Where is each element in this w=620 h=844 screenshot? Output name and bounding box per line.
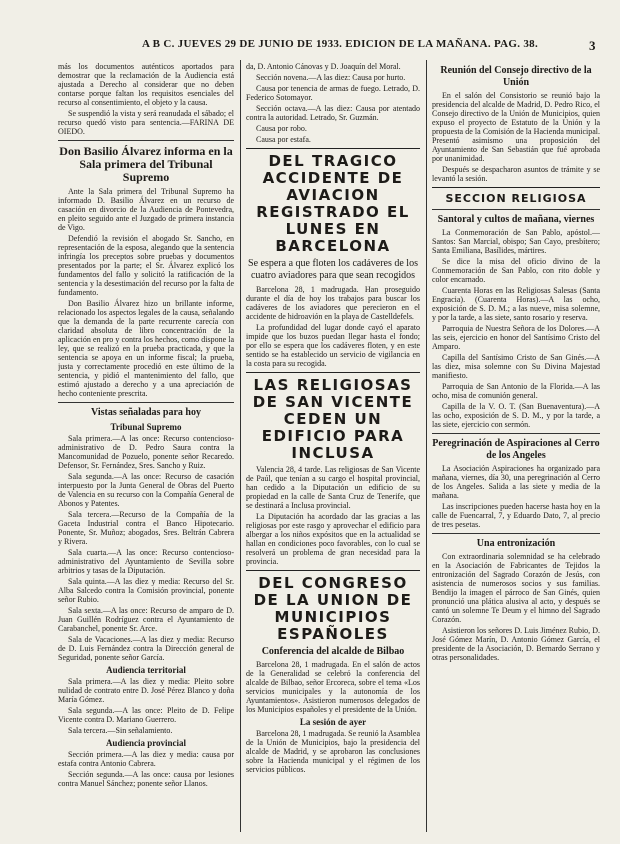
paragraph: Sala segunda.—A las once: Recurso de casación interpuesto por la Junta General de Obras del Puerto de Valencia en su recurso con la Compañía General de Abonos y Patentes. xyxy=(58,472,234,508)
subhead-territorial: Audiencia territorial xyxy=(106,665,186,675)
paragraph: Parroquia de Nuestra Señora de los Dolores.—A las seis, ejercicio en honor del Santísimo Cristo del Amparo. xyxy=(432,324,600,351)
paragraph: Valencia 28, 4 tarde. Las religiosas de San Vicente de Paúl, que tenían a su cargo el hospital provincial, han cedido a la Diputación un edificio de su propiedad en la calle de Santa Cruz de Tenerife, que se destinará a Inclusa provincial. xyxy=(246,465,420,510)
paragraph: Sala tercera.—Sin señalamiento. xyxy=(68,726,173,735)
paragraph: Barcelona 28, 1 madrugada. En el salón de actos de la Generalidad se celebró la conferencia del alcalde de Bilbao, señor Ercoreca, sobre el tema «Los servicios municipales y la autonomía de los Ayuntamientos». Asistieron numerosos delegados de los Municipios españoles y el presidente de la Unión. xyxy=(246,660,420,714)
paragraph: Se suspendió la vista y será reanudada el sábado; el recurso quedó visto para sentencia.—FARINA DE OIEDO. xyxy=(58,109,234,136)
divider xyxy=(246,148,420,149)
page-number: 3 xyxy=(589,38,596,53)
divider xyxy=(432,433,600,434)
subhead-conferencia: Conferencia del alcalde de Bilbao xyxy=(261,646,405,657)
headline-peregrinacion: Peregrinación de Aspiraciones al Cerro de los Angeles xyxy=(432,438,600,461)
divider xyxy=(58,140,234,141)
subhead-sesion: La sesión de ayer xyxy=(299,717,367,727)
subhead-provincial: Audiencia provincial xyxy=(105,738,187,748)
column-rule-left xyxy=(240,60,241,832)
paragraph: Cuarenta Horas en las Religiosas Salesas (Santa Engracia). (Cuarenta Horas).—A las ocho, exposición de S. D. M.; a las nueve, misa solemne, y por la tarde, a las siete, santo rosario y reserva. xyxy=(432,286,600,322)
paragraph: Ante la Sala primera del Tribunal Supremo ha informado D. Basilio Álvarez en un recurso de casación en divorcio de la Audiencia de Pontevedra, en pleito seguido ante el Juzgado de primera instancia de Vigo. xyxy=(58,187,234,232)
paragraph: Capilla de la V. O. T. (San Buenaventura).—A las ocho, exposición de S. D. M., y por la tarde, a las siete, ejercicio con sermón. xyxy=(432,402,600,429)
paragraph: Después se despacharon asuntos de trámite y se levantó la sesión. xyxy=(432,165,600,183)
headline-entronizacion: Una entronización xyxy=(476,538,556,549)
paragraph: más los documentos auténticos aportados para demostrar que la reclamación de la Audiencia está ajustada a Derecho al considerar que no deben contarse porque faltan los requisitos esenciales del recurso al consentimiento, el objeto y la causa. xyxy=(58,62,234,107)
column-rule-right xyxy=(426,60,427,832)
paragraph: Parroquia de San Antonio de la Florida.—A las ocho, misa de comunión general. xyxy=(432,382,600,400)
headline-tragico: DEL TRAGICO ACCIDENTE DE AVIACION REGISTRADO EL LUNES EN BARCELONA xyxy=(256,152,410,255)
divider xyxy=(432,209,600,210)
paragraph: Barcelona 28, 1 madrugada. Se reunió la Asamblea de la Unión de Municipios, bajo la presidencia del alcalde de Madrid, y se aprobaron las conclusiones sobre la Hacienda municipal y el régimen de los servicios públicos. xyxy=(246,729,420,774)
column-middle xyxy=(246,62,420,834)
paragraph: Sección octava.—A las diez: Causa por atentado contra la autoridad. Letrado, Sr. Guzmán. xyxy=(246,104,420,122)
paragraph: Sección primera.—A las diez y media: causa por estafa contra Antonio Cabrera. xyxy=(58,750,234,768)
divider xyxy=(58,402,234,403)
paragraph: Causa por robo. xyxy=(256,124,307,133)
paragraph: La Asociación Aspiraciones ha organizado para mañana, viernes, día 30, una peregrinación al Cerro de los Angeles. Salida a las siete y media de la mañana. xyxy=(432,464,600,500)
column-left xyxy=(58,62,234,834)
paragraph: Sección novena.—A las diez: Causa por hurto. xyxy=(256,73,406,82)
paragraph: Sala quinta.—A las diez y media: Recurso del Sr. Alba Salcedo contra la Comisión provincial, ponente señor Rubio. xyxy=(58,577,234,604)
paragraph: da, D. Antonio Cánovas y D. Joaquín del Moral. xyxy=(246,62,401,71)
divider xyxy=(432,533,600,534)
paragraph: Barcelona 28, 1 madrugada. Han proseguido durante el día de hoy los trabajos para buscar los cadáveres de los aviadores que perecieron en el accidente de hidroavión en la playa de Castelldefels. xyxy=(246,285,420,321)
paragraph: Defendió la revisión el abogado Sr. Sancho, en representación de la esposa, alegando que la sentencia infringía los preceptos sobre pruebas y documentos presentados por la parte; el Sr. Álvarez explicó los fundamentos del fallo y solicitó la ratificación de la sentencia y la desestimación del recurso por la falta de fundamento. xyxy=(58,234,234,297)
paragraph: Sala sexta.—A las once: Recurso de amparo de D. Juan Guillén Rodríguez contra el Ayuntamiento de Carabanchel, ponente Sr. Arce. xyxy=(58,606,234,633)
paragraph: Sala cuarta.—A las once: Recurso contencioso-administrativo del Ayuntamiento de Sevilla sobre arbitrios y tasas de la Diputación. xyxy=(58,548,234,575)
paragraph: En el salón del Consistorio se reunió bajo la presidencia del alcalde de Madrid, D. Pedro Rico, el Consejo directivo de la Unión de Municipios, quien expuso el proyecto de Estatuto de la Unión y la propuesta de la Comisión de la Hacienda municipal. Presentó asimismo una proposición del Ayuntamiento de San Sebastián que fué aprobada por unanimidad. xyxy=(432,91,600,163)
paragraph: Sala primera.—A las diez y media: Pleito sobre nulidad de contrato entre D. José Pérez Blanco y doña María Gómez. xyxy=(58,677,234,704)
paragraph: Causa por tenencia de armas de fuego. Letrado, D. Federico Sotomayor. xyxy=(246,84,420,102)
paragraph: La Diputación ha acordado dar las gracias a las religiosas por este rasgo y aprovechar el edificio para albergar a los niños expósitos que en la actualidad se hallan en condiciones poco favorables, con lo cual se resolverá un problema de gran necesidad para la provincia. xyxy=(246,512,420,566)
headline-alvarez: Don Basilio Álvarez informa en la Sala primera del Tribunal Supremo xyxy=(59,144,233,184)
divider xyxy=(246,570,420,571)
paragraph: Sala tercera.—Recurso de la Compañía de la Gaceta Industrial contra el Banco Hipotecario. Ponente, Sr. Muñoz; abogados, Sres. Beltrán Cabrera y Rivera. xyxy=(58,510,234,546)
headline-religiosas: LAS RELIGIOSAS DE SAN VICENTE CEDEN UN EDIFICIO PARA INCLUSA xyxy=(252,376,414,462)
paragraph: Sala de Vacaciones.—A las diez y media: Recurso de D. Luis Fernández contra la Dirección general de Seguridad, ponente señor García. xyxy=(58,635,234,662)
paragraph: Las inscripciones pueden hacerse hasta hoy en la calle de Fuencarral, 7, y Eduardo Dato, 7, al precio de tres pesetas. xyxy=(432,502,600,529)
paragraph: La Conmemoración de San Pablo, apóstol.—Santos: San Marcial, obispo; San Cayo, presbítero; Santa Emiliana, Basílides, mártires. xyxy=(432,228,600,255)
subhead-tragico: Se espera a que floten los cadáveres de los cuatro aviadores para que sean recogidos xyxy=(248,258,418,281)
column-right xyxy=(432,62,600,834)
paragraph: Sala segunda.—A las once: Pleito de D. Felipe Vicente contra D. Mariano Guerrero. xyxy=(58,706,234,724)
paragraph: Con extraordinaria solemnidad se ha celebrado en la Asociación de Fabricantes de Tejidos la entronización del Sagrado Corazón de Jesús, con asistencia de numerosos socios y sus familias. Bendijo la imagen el párroco de San Ginés, quien pronunció una plática alusiva al acto, y después se cantó un solemne Te Deum y el himno del Sagrado Corazón. xyxy=(432,552,600,624)
divider xyxy=(432,187,600,188)
paragraph: La profundidad del lugar donde cayó el aparato impide que los buzos puedan llegar hasta el fondo; por ello se espera que los cadáveres floten, y en este sentido se ha establecido un servicio de vigilancia en la costa para su recogida. xyxy=(246,323,420,368)
subhead-santoral: Santoral y cultos de mañana, viernes xyxy=(437,214,595,225)
paragraph: Se dice la misa del oficio divino de la Conmemoración de San Pablo, con rito doble y color encarnado. xyxy=(432,257,600,284)
subhead-supremo: Tribunal Supremo xyxy=(110,422,182,432)
paragraph: Capilla del Santísimo Cristo de San Ginés.—A las diez, misa solemne con Su Divina Majestad manifiesto. xyxy=(432,353,600,380)
paragraph: Don Basilio Álvarez hizo un brillante informe, relacionado los aspectos legales de la causa, señalando que la demanda de la parte recurrente carecía con claridad absoluta de libro concentración de la aplicación en pro y contra los hechos, como dispone la ley, que se realizó en la prueba practicada, y que la sentencia se apoya en un informe fiscal; la prueba, justa y correctamente procedió en este último de la sentencia, y pidió el mantenimiento del fallo, que estimó ajustado a derecho y a una apreciación de hecho conteniente prescrita. xyxy=(58,299,234,398)
divider xyxy=(246,372,420,373)
headline-reunion: Reunión del Consejo directivo de la Unión xyxy=(440,65,592,88)
paragraph: Sala primera.—A las once: Recurso contencioso-administrativo de D. Pedro Saura contra la Mancomunidad de Pozuelo, ponente señor Recaredo. Defensor, Sr. Fernández, Sres. Sancho y Ruiz. xyxy=(58,434,234,470)
headline-vistas: Vistas señaladas para hoy xyxy=(91,407,201,418)
paragraph: Causa por estafa. xyxy=(256,135,311,144)
page-header: A B C. JUEVES 29 DE JUNIO DE 1933. EDICION DE LA MAÑANA. PAG. 38. xyxy=(141,38,539,50)
headline-seccion-religiosa: SECCION RELIGIOSA xyxy=(445,192,587,205)
paragraph: Asistieron los señores D. Luis Jiménez Rubio, D. José Gómez Marín, D. Antonio Gómez García, el presidente de la Asociación, D. Bernardo Serrano y otras personalidades. xyxy=(432,626,600,662)
paragraph: Sección segunda.—A las once: causa por lesiones contra Manuel Sánchez; ponente señor Llanos. xyxy=(58,770,234,788)
headline-congreso: DEL CONGRESO DE LA UNION DE MUNICIPIOS ESPAÑOLES xyxy=(253,574,413,643)
